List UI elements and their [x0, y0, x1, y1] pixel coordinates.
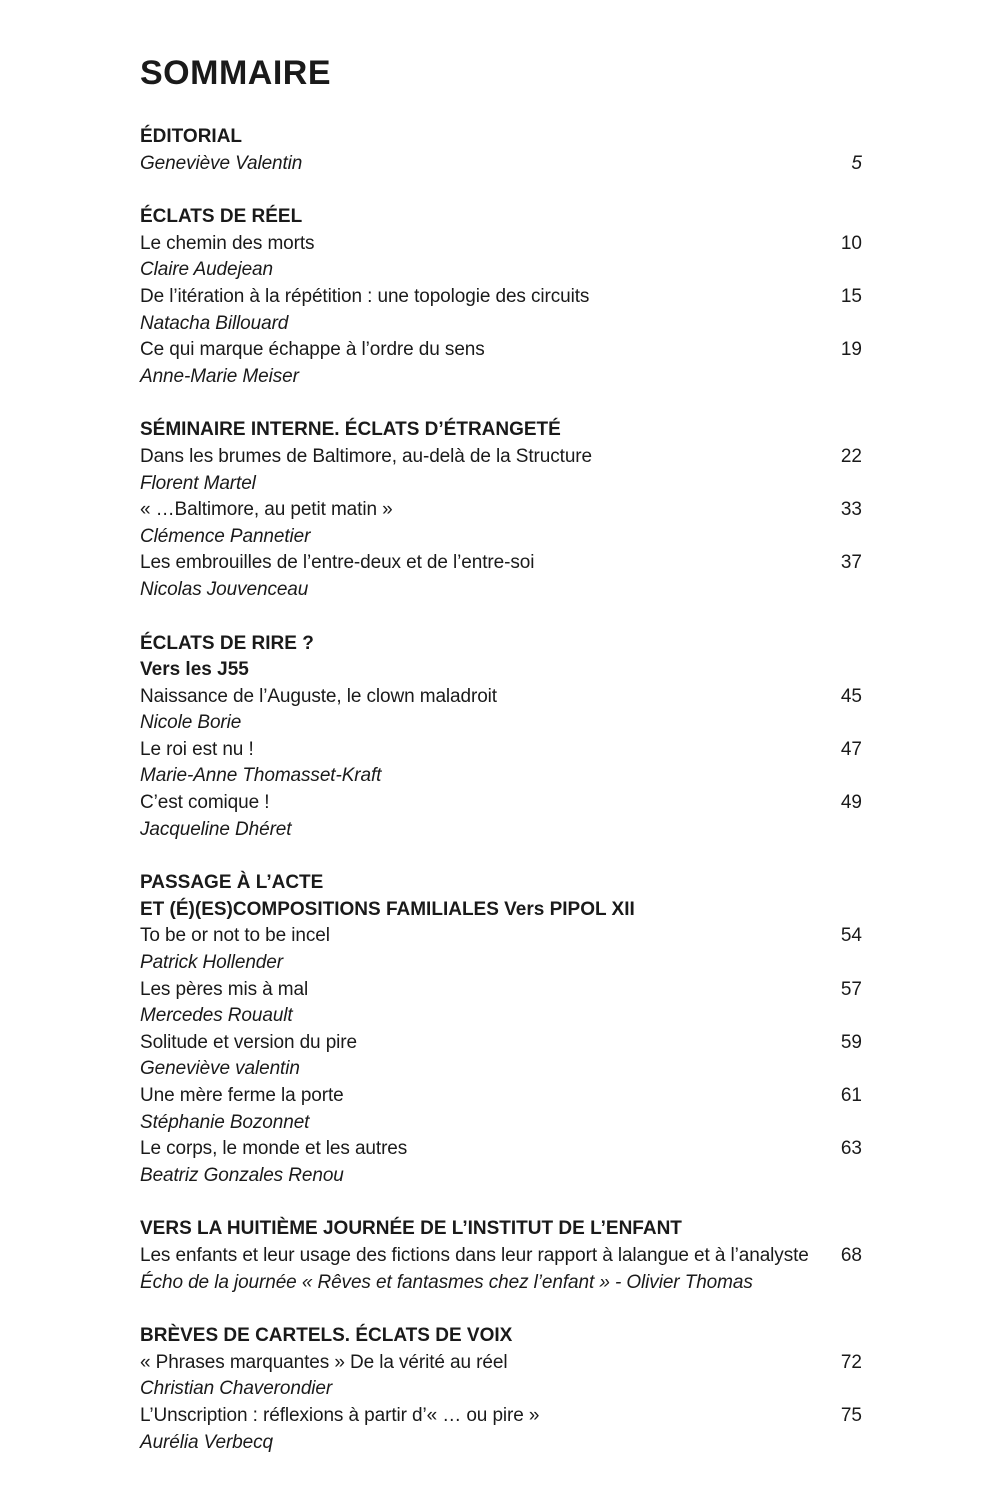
page-number: 22 [840, 445, 862, 467]
entry-author: Marie-Anne Thomasset-Kraft [140, 765, 382, 787]
toc-section [140, 631, 862, 844]
page-number: 59 [840, 1031, 862, 1053]
toc-row [140, 1403, 862, 1430]
page-number: 47 [840, 738, 862, 760]
page-number: 19 [840, 339, 862, 361]
entry-title: Le chemin des morts [140, 232, 315, 254]
entry-title: Naissance de l’Auguste, le clown maladroit [140, 685, 497, 707]
entry-author: Clémence Pannetier [140, 525, 311, 547]
toc-row [140, 337, 862, 364]
section-heading-line: PASSAGE À L’ACTE [140, 872, 324, 894]
entry-author: Beatriz Gonzales Renou [140, 1164, 344, 1186]
entry-title: Les enfants et leur usage des fictions dans leur rapport à lalangue et à l’analyste [140, 1244, 809, 1266]
entry-author: Anne-Marie Meiser [140, 365, 299, 387]
section-heading-line: ÉCLATS DE RIRE ? [140, 632, 314, 654]
entry-title: To be or not to be incel [140, 925, 330, 947]
toc-row [140, 1376, 862, 1403]
toc-row [140, 497, 862, 524]
toc-row [140, 1003, 862, 1030]
toc-row [140, 923, 862, 950]
page-number: 61 [840, 1085, 862, 1106]
entry-author: Mercedes Rouault [140, 1005, 293, 1027]
entry-title: Le roi est nu ! [140, 738, 254, 760]
entry-author: Christian Chaverondier [140, 1378, 333, 1400]
entry-author: Geneviève valentin [140, 1058, 300, 1080]
entry-author: Geneviève Valentin [140, 152, 303, 174]
toc-row [140, 950, 862, 977]
toc-row [140, 737, 862, 764]
toc-row [140, 1243, 862, 1270]
toc-row [140, 444, 862, 471]
entry-author: Patrick Hollender [140, 952, 283, 974]
section-heading-line: ÉDITORIAL [140, 126, 243, 147]
entry-author: Nicolas Jouvenceau [140, 578, 309, 600]
toc-row [140, 364, 862, 391]
entry-title: Une mère ferme la porte [140, 1085, 344, 1106]
entry-title: Solitude et version du pire [140, 1031, 357, 1053]
toc-row [140, 1270, 862, 1297]
entry-author: Aurélia Verbecq [140, 1431, 273, 1453]
toc-row [140, 524, 862, 551]
entry-title: Le corps, le monde et les autres [140, 1138, 408, 1160]
toc-row [140, 284, 862, 311]
section-heading-line: SÉMINAIRE INTERNE. ÉCLATS D’ÉTRANGETÉ [140, 419, 561, 441]
entry-title: Les embrouilles de l’entre-deux et de l’entre-soi [140, 552, 535, 574]
page-number: 57 [840, 978, 862, 1000]
page-number: 68 [840, 1244, 862, 1266]
toc-section [140, 124, 862, 177]
entry-title: Dans les brumes de Baltimore, au-delà de la Structure [140, 445, 592, 467]
toc-row [140, 1136, 862, 1163]
section-heading-line: Vers les J55 [140, 659, 249, 681]
entry-title: Ce qui marque échappe à l’ordre du sens [140, 339, 485, 361]
toc-row [140, 550, 862, 577]
entry-author: Claire Audejean [140, 259, 273, 281]
page-number: 10 [840, 232, 862, 254]
toc-row [140, 790, 862, 817]
toc-row [140, 817, 862, 844]
toc-section [140, 417, 862, 603]
toc-row [140, 311, 862, 338]
toc-row [140, 1430, 862, 1457]
toc-row [140, 231, 862, 258]
entry-author: Écho de la journée « Rêves et fantasmes chez l’enfant » - Olivier Thomas [140, 1271, 753, 1293]
section-heading-line: BRÈVES DE CARTELS. ÉCLATS DE VOIX [140, 1325, 513, 1347]
section-heading-line: VERS LA HUITIÈME JOURNÉE DE L’INSTITUT DE L’ENFANT [140, 1218, 682, 1240]
toc-section [140, 1216, 862, 1296]
toc-row [140, 577, 862, 604]
page-number: 15 [840, 285, 862, 307]
toc-row [140, 684, 862, 711]
entry-title: C’est comique ! [140, 792, 270, 814]
page-number: 37 [840, 552, 862, 574]
toc-section [140, 1323, 862, 1456]
page-number: 72 [840, 1351, 862, 1373]
entry-title: De l’itération à la répétition : une topologie des circuits [140, 285, 590, 307]
entry-title: « …Baltimore, au petit matin » [140, 499, 393, 521]
entry-title: L’Unscription : réflexions à partir d’« … ou pire » [140, 1404, 540, 1426]
toc-section [140, 870, 862, 1189]
entry-author: Jacqueline Dhéret [140, 818, 292, 840]
page-number: 33 [840, 499, 862, 521]
toc-section [140, 204, 862, 390]
toc-row [140, 1350, 862, 1377]
section-heading-line: ET (É)(ES)COMPOSITIONS FAMILIALES Vers PIPOL XII [140, 898, 635, 920]
toc-row [140, 1030, 862, 1057]
page-number: 49 [840, 792, 862, 814]
toc-row [140, 257, 862, 284]
toc-row [140, 710, 862, 737]
entry-author: Nicole Borie [140, 712, 242, 734]
toc [140, 124, 862, 1456]
toc-row [140, 1163, 862, 1190]
toc-row [140, 763, 862, 790]
page-number: 75 [840, 1404, 862, 1426]
page-number: 45 [840, 685, 862, 707]
toc-row [140, 1056, 862, 1083]
section-heading-line: ÉCLATS DE RÉEL [140, 206, 303, 228]
entry-title: Les pères mis à mal [140, 978, 309, 1000]
page-number: 5 [851, 152, 862, 174]
page-title: SOMMAIRE [140, 54, 331, 92]
toc-row [140, 1083, 862, 1110]
toc-row [140, 151, 862, 178]
toc-row [140, 471, 862, 498]
toc-row [140, 977, 862, 1004]
entry-author: Florent Martel [140, 472, 256, 494]
page-number: 54 [840, 925, 862, 947]
toc-row [140, 1110, 862, 1137]
entry-author: Natacha Billouard [140, 312, 289, 334]
page-number: 63 [840, 1138, 862, 1160]
entry-author: Stéphanie Bozonnet [140, 1111, 310, 1133]
entry-title: « Phrases marquantes » De la vérité au réel [140, 1351, 508, 1373]
